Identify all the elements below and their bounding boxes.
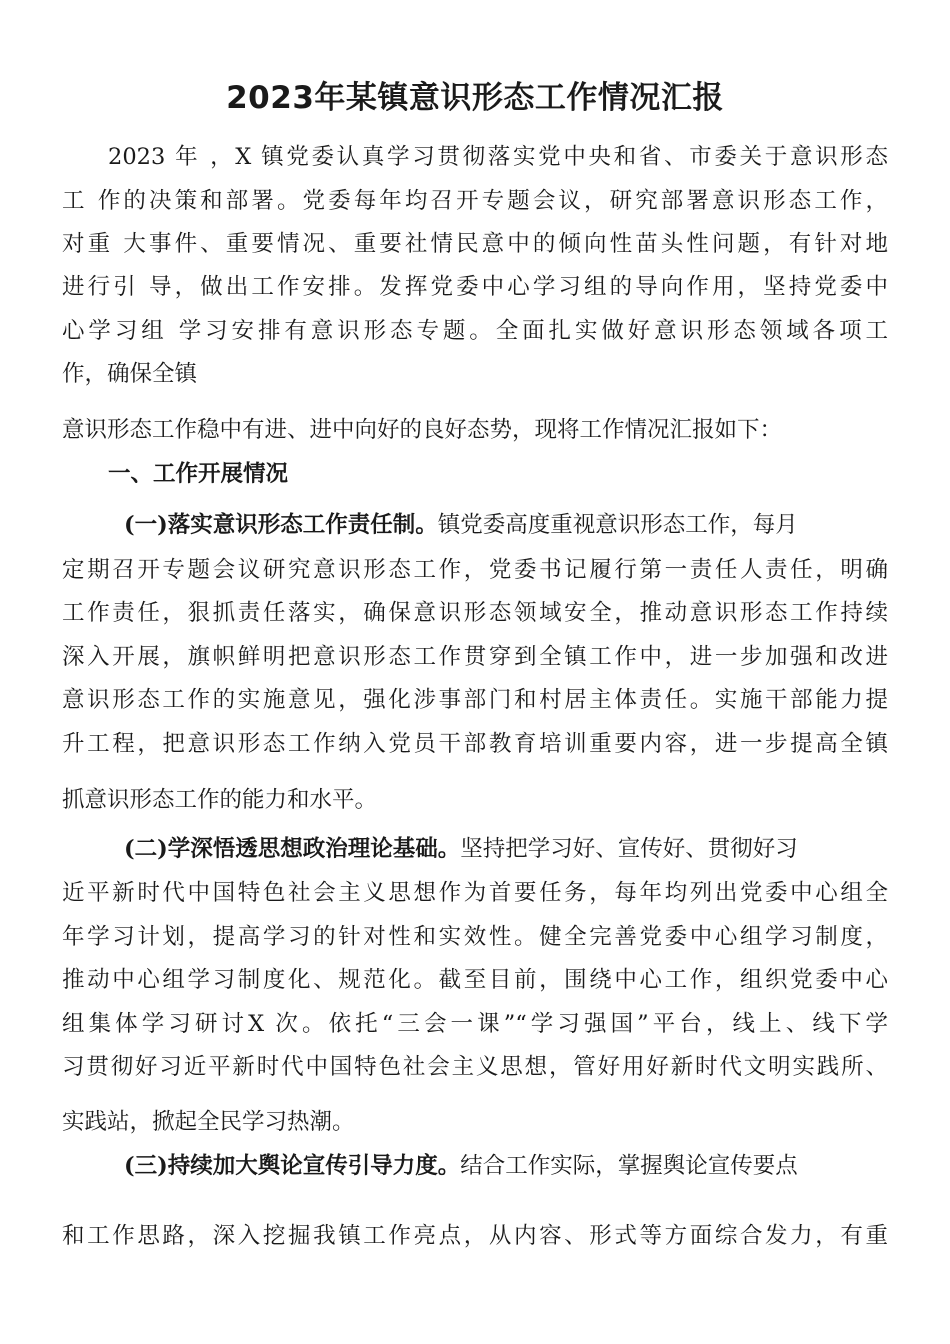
item-3-line: 和工作思路，深入挖掘我镇工作亮点，从内容、形式等方面综合发力，有重	[62, 1223, 888, 1249]
item-1-line: 升工程，把意识形态工作纳入党员干部教育培训重要内容，进一步提高全镇	[62, 731, 888, 757]
item-1-first-rest: 镇党委高度重视意识形态工作，每月	[437, 512, 798, 538]
intro-line-4: 进行引 导，做出工作安排。发挥党委中心学习组的导向作用，坚持党委中	[62, 274, 888, 300]
intro-line-2: 工 作的决策和部署。党委每年均召开专题会议，研究部署意识形态工作，	[62, 188, 888, 214]
document-title: 2023年某镇意识形态工作情况汇报	[226, 80, 724, 116]
item-2-line: 近平新时代中国特色社会主义思想作为首要任务，每年均列出党委中心组全	[62, 880, 888, 906]
item-2-line: 推动中心组学习制度化、规范化。截至目前，围绕中心工作，组织党委中心	[62, 967, 888, 993]
item-1-line: 意识形态工作的实施意见，强化涉事部门和村居主体责任。实施干部能力提	[62, 687, 888, 713]
item-1-first-line	[124, 510, 798, 540]
item-2-first-rest: 坚持把学习好、宣传好、贯彻好习	[460, 836, 798, 862]
item-1-line: 定期召开专题会议研究意识形态工作，党委书记履行第一责任人责任，明确	[62, 557, 888, 583]
item-1-line: 抓意识形态工作的能力和水平。	[62, 787, 378, 813]
item-1-line: 工作责任，狠抓责任落实，确保意识形态领域安全，推动意识形态工作持续	[62, 600, 888, 626]
section-heading-1: 一、工作开展情况	[108, 461, 289, 487]
item-2-line: 组集体学习研讨X 次。依托“三会一课”“学习强国”平台，线上、线下学	[62, 1011, 888, 1037]
item-3-lead: (三)持续加大舆论宣传引导力度。	[124, 1153, 461, 1179]
intro-line-7: 意识形态工作稳中有进、进中向好的良好态势，现将工作情况汇报如下：	[62, 417, 783, 443]
intro-line-1: 2023 年 ，X 镇党委认真学习贯彻落实党中央和省、市委关于意识形态	[108, 144, 888, 170]
intro-line-3: 对重 大事件、重要情况、重要社情民意中的倾向性苗头性问题，有针对地	[62, 231, 888, 257]
item-3-first-rest: 结合工作实际，掌握舆论宣传要点	[460, 1153, 798, 1179]
item-2-first-line	[124, 834, 798, 864]
item-1-line: 深入开展，旗帜鲜明把意识形态工作贯穿到全镇工作中，进一步加强和改进	[62, 644, 888, 670]
intro-line-5: 心学习组 学习安排有意识形态专题。全面扎实做好意识形态领域各项工	[62, 318, 888, 344]
item-2-line: 习贯彻好习近平新时代中国特色社会主义思想，管好用好新时代文明实践所、	[62, 1054, 888, 1080]
intro-line-6: 作，确保全镇	[62, 361, 198, 387]
item-3-first-line	[124, 1151, 798, 1181]
item-1-lead: (一)落实意识形态工作责任制。	[124, 512, 438, 538]
item-2-line: 实践站，掀起全民学习热潮。	[62, 1109, 355, 1135]
item-2-line: 年学习计划，提高学习的针对性和实效性。健全完善党委中心组学习制度，	[62, 924, 888, 950]
item-2-lead: (二)学深悟透思想政治理论基础。	[124, 836, 461, 862]
